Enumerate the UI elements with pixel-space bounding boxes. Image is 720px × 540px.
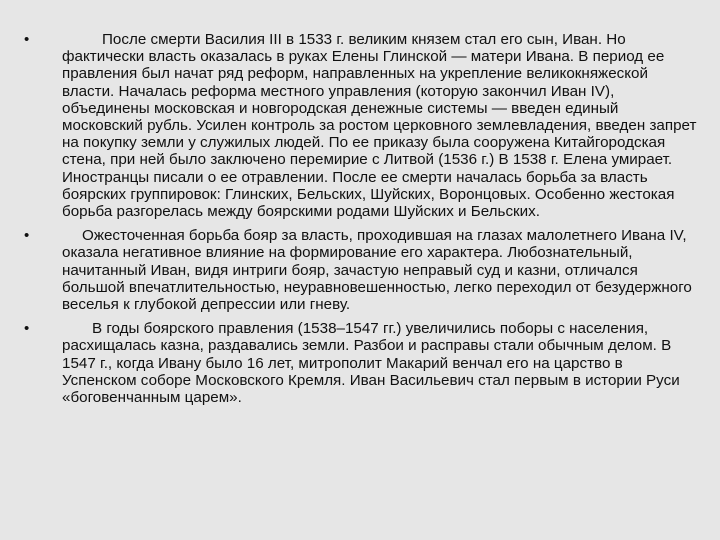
paragraph-2-text: Ожесточенная борьба бояр за власть, проходившая на глазах малолетнего Ивана IV, оказала негативное влияние на формирование его характера. Любознательный, начитанный Иван, видя интриги бояр, зачастую неправый суд и казни, отличался большой впечатлительностью, неуравновешенностью, легко переходил от безудержного веселья к глубокой депрессии или гневу. — [62, 227, 692, 314]
paragraph-1-text: После смерти Василия III в 1533 г. великим князем стал его сын, Иван. Но фактически власть оказалась в руках Елены Глинской — матери Ивана. В период ее правления был начат ряд реформ, направленных на укрепление великокняжеской власти. Началась реформа местного управления (которую закончил Иван IV), объединены московская и новгородская денежные системы — введен единый московский рубль. Усилен контроль за ростом церковного землевладения, введен запрет на покупку земли у служилых людей. По ее приказу была сооружена Китайгородская стена, при ней было заключено перемирие с Литвой (1536 г.) В 1538 г. Елена умирает. Иностранцы писали о ее отравлении. После ее смерти началась борьба за власть боярских группировок: Глинских, Бельских, Шуйских, Воронцовых. Особенно жестокая борьба разгорелась между боярскими родами Шуйских и Бельских. — [62, 31, 697, 221]
bullet-list — [24, 31, 700, 413]
paragraph-text — [62, 320, 680, 406]
bullet-icon: • — [24, 227, 30, 245]
bullet-icon: • — [24, 31, 30, 48]
list-item — [24, 31, 700, 220]
list-item — [24, 320, 700, 406]
paragraph-text — [62, 227, 692, 313]
list-item — [24, 227, 700, 313]
bullet-icon: • — [24, 320, 30, 338]
paragraph-3-text: В годы боярского правления (1538–1547 гг.) увеличились поборы с населения, расхищалась казна, раздавались земли. Разбои и расправы стали обычным делом. В 1547 г., когда Ивану было 16 лет, митрополит Макарий венчал его на царство в Успенском соборе Московского Кремля. Иван Васильевич стал первым в истории Руси «боговенчанным царем». — [62, 320, 680, 407]
paragraph-text — [62, 31, 696, 220]
